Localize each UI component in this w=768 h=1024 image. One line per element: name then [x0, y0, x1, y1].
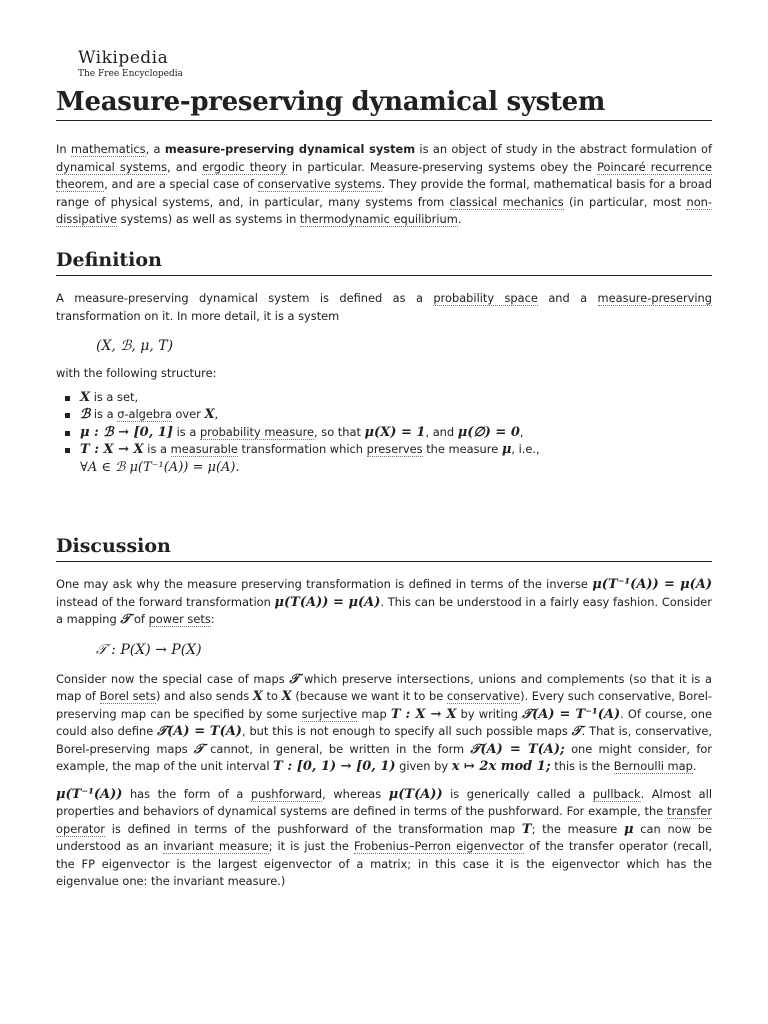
link-conservative[interactable]: conservative — [446, 689, 521, 703]
link-dynamical-systems[interactable]: dynamical systems — [56, 159, 168, 174]
link-non-dissipative[interactable]: non-dissipative — [56, 194, 712, 226]
definition-section — [56, 248, 712, 476]
link-classical-mechanics[interactable]: classical mechanics — [449, 194, 564, 209]
article — [56, 48, 712, 121]
link-invariant-measure[interactable]: invariant measure — [163, 839, 269, 853]
list-item: ℬ is a σ-algebra over X, — [80, 406, 712, 424]
link-poincare-recurrence[interactable]: Poincaré recurrence theorem — [56, 159, 712, 191]
discussion-paragraph-3: μ(T⁻¹(A)) has the form of a pushforward, whereas μ(T(A)) is generically called a pullback. Almost all properties and behaviors of dynamical systems are defined in terms of the pushforward. For example, the transfer operator is defined in terms of the pushforward of the transformation map T; the measure μ can now be understood as an invariant measure; it is just the Frobenius–Perron eigenvector of the transfer operator (recall, the FP eigenvector is the largest eigenvector of a matrix; in this case it is the eigenvector which has the eigenvalue one: the invariant measure.) — [56, 786, 712, 888]
page-title: Measure-preserving dynamical system — [56, 86, 712, 121]
link-preserves[interactable]: preserves — [366, 442, 423, 456]
structure-list — [56, 389, 712, 477]
wikipedia-logo[interactable] — [56, 48, 712, 80]
link-bernoulli-map[interactable]: Bernoulli map — [613, 759, 693, 773]
system-tuple-formula: (X, ℬ, μ, T) — [96, 338, 174, 354]
link-mathematics[interactable]: mathematics — [70, 142, 146, 156]
preservation-formula: ∀A ∈ ℬ μ(T⁻¹(A)) = μ(A). — [80, 459, 240, 475]
link-measure-preserving[interactable]: measure-preserving — [597, 291, 712, 305]
link-probability-space[interactable]: probability space — [433, 291, 538, 305]
bold-term: measure-preserving dynamical system — [164, 142, 416, 156]
discussion-paragraph-1: One may ask why the measure preserving transformation is defined in terms of the inverse μ(T⁻¹(A)) = μ(A) instead of the forward transformation μ(T(A)) = μ(A). This can be understood in a fairly easy fashion. Consider a mapping 𝒯 of power sets: — [56, 577, 712, 627]
definition-paragraph: A measure-preserving dynamical system is defined as a probability space and a measure-preserving transformation on it. In more detail, it is a system — [56, 291, 712, 323]
link-surjective[interactable]: surjective — [301, 706, 358, 721]
discussion-section — [56, 534, 712, 891]
link-power-sets[interactable]: power sets — [148, 612, 211, 626]
link-measurable[interactable]: measurable — [170, 442, 238, 456]
link-borel-sets[interactable]: Borel sets — [99, 689, 156, 703]
link-pullback[interactable]: pullback — [592, 786, 641, 801]
list-item: μ : ℬ → [0, 1] is a probability measure, so that μ(X) = 1, and μ(∅) = 0, — [80, 424, 712, 442]
intro-section — [56, 141, 712, 229]
link-thermodynamic-equilibrium[interactable]: thermodynamic equilibrium — [299, 212, 458, 226]
logo-tagline: The Free Encyclopedia — [78, 69, 183, 79]
list-item: X is a set, — [80, 389, 712, 407]
link-frobenius-perron-eigenvector[interactable]: Frobenius–Perron eigenvector — [353, 839, 524, 853]
link-ergodic-theory[interactable]: ergodic theory — [202, 159, 287, 174]
discussion-heading: Discussion — [56, 534, 712, 562]
link-probability-measure[interactable]: probability measure — [199, 424, 315, 439]
definition-heading: Definition — [56, 248, 712, 276]
link-sigma-algebra[interactable]: σ-algebra — [117, 407, 172, 421]
power-set-map-formula: 𝒯 : P(X) → P(X) — [96, 641, 202, 658]
structure-intro: with the following structure: — [56, 366, 217, 380]
intro-paragraph: In mathematics, a measure-preserving dynamical system is an object of study in the abstract formulation of dynamical systems, and ergodic theory in particular. Measure-preserving systems obey the Poincaré recurrence theorem, and are a special case of conservative systems. They provide the formal, mathematical basis for a broad range of physical systems, and, in particular, many systems from classical mechanics (in particular, most non-dissipative systems) as well as systems in thermodynamic equilibrium. — [56, 142, 713, 226]
logo-wordmark: Wikipedia — [78, 48, 169, 68]
link-conservative-systems[interactable]: conservative systems — [257, 177, 382, 191]
link-transfer-operator[interactable]: transfer operator — [56, 804, 712, 836]
discussion-paragraph-2: Consider now the special case of maps 𝒯 which preserve intersections, unions and complements (so that it is a map of Borel sets) and also sends X to X (because we want it to be conservative). Every such conservative, Borel-preserving map can be specified by some surjective map T : X → X by writing 𝒯(A) = T⁻¹(A). Of course, one could also define 𝒯(A) = T(A), but this is not enough to specify all such possible maps 𝒯. That is, conservative, Borel-preserving maps 𝒯 cannot, in general, be written in the form 𝒯(A) = T(A); one might consider, for example, the map of the unit interval T : [0, 1) → [0, 1) given by x ↦ 2x mod 1; this is the Bernoulli map. — [56, 671, 712, 774]
list-item: T : X → X is a measurable transformation which preserves the measure μ, i.e., ∀A ∈ ℬ μ(T⁻¹(A)) = μ(A). — [80, 441, 712, 476]
link-pushforward[interactable]: pushforward — [250, 786, 323, 801]
